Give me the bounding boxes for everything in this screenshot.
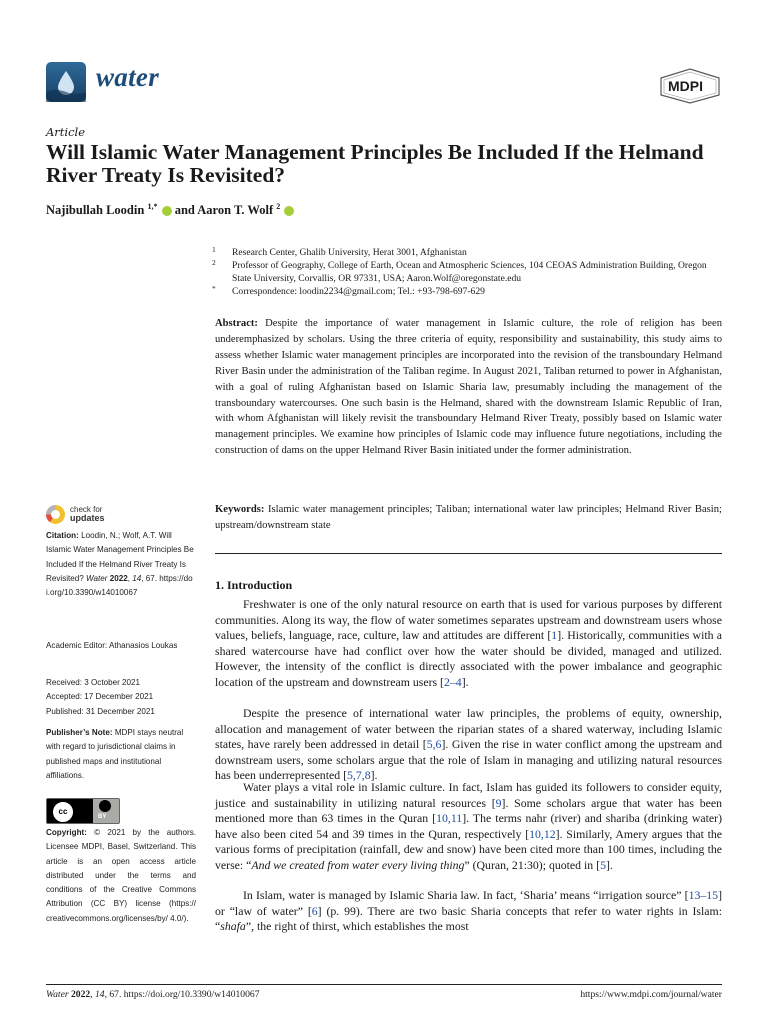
- keywords: [215, 502, 722, 534]
- mdpi-logo-icon: [659, 68, 721, 108]
- abstract-label: Abstract:: [215, 318, 258, 329]
- received-date: Received: 3 October 2021: [46, 678, 141, 687]
- published-date: Published: 31 December 2021: [46, 706, 155, 716]
- body-paragraph: Water plays a vital role in Islamic culture. In fact, Islam has guided its followers to consider equity, justice and sustainability in utilizing natural resources [9]. Some scholars argue that water has been mentioned more than 63 times in the Quran [10,11]. The terms nahr (river) and shariba (drinking water) have also been cited 54 and 39 times in the Quran, respectively [10,12]. Similarly, Amery argues that the various forms of precipitation (rainfall, dew and snow) have been cited more than 100 times, including the verse: “And we created from water every living thing” (Quran, 21:30); quoted in [5].: [215, 780, 722, 872]
- affiliation-item: 1 Research Center, Ghalib University, Herat 3001, Afghanistan: [212, 245, 467, 258]
- correspondence-item: * Correspondence: loodin2234@gmail.com; Tel.: +93-798-697-629: [212, 284, 485, 297]
- footer-divider: [46, 984, 722, 985]
- author-affiliation-marker: 2: [276, 201, 281, 211]
- authors-line: [46, 203, 294, 218]
- body-paragraph: Despite the presence of international water law principles, the problems of equity, ownership, allocation and management of water between the riparian states of a shared waterway, including Islamic states, have rarely been addressed in detail [5,6]. Given the rise in water conflict among the upstream and downstream users, some scholars argue that the role of Islam in managing and utilizing natural resources has been underrepresented [5,7,8].: [215, 706, 723, 783]
- abstract: [215, 316, 722, 459]
- author-name[interactable]: Najibullah Loodin: [46, 203, 145, 217]
- keywords-text: Islamic water management principles; Taliban; international water law principles; Helmand River Basin; upstream/downstream state: [215, 504, 722, 531]
- divider: [215, 553, 722, 554]
- academic-editor: Academic Editor: Athanasios Loukas: [46, 641, 178, 650]
- author-name[interactable]: Aaron T. Wolf: [197, 203, 274, 217]
- person-icon: [99, 800, 111, 812]
- affiliation-item: 2 Professor of Geography, College of Earth, Ocean and Atmospheric Sciences, 104 CEOAS Administration Building, Oregon State University, Corvallis, OR 97331, USA; Aaron.Wolf@oregonstate.edu: [212, 258, 707, 284]
- author-affiliation-marker: 1,*: [147, 201, 158, 211]
- doi-link[interactable]: https://doi.org/10.3390/w14010067: [46, 573, 193, 598]
- author-conjunction: and: [174, 203, 195, 217]
- citation-block: Citation: Loodin, N.; Wolf, A.T. Will Islamic Water Management Principles Be Included If the Helmand River Treaty Is Revisited? Water 2022, 14, 67. https://doi.org/10.3390/w14010067: [46, 531, 194, 598]
- publisher-name: MDPI: [668, 78, 703, 94]
- orcid-icon[interactable]: [162, 206, 172, 216]
- check-for-updates-label[interactable]: check for updates: [70, 505, 105, 523]
- dates-block: [46, 676, 196, 719]
- footer-journal-url[interactable]: https://www.mdpi.com/journal/water: [580, 989, 722, 1000]
- copyright-block: Copyright: © 2021 by the authors. Licensee MDPI, Basel, Switzerland. This article is an open access article distributed under the terms and conditions of the Creative Commons Attribution (CC BY) license (https:// creativecommons.org/licenses/by/ 4.0/).: [46, 828, 196, 923]
- journal-name: water: [96, 62, 160, 92]
- article-title: Will Islamic Water Management Principles Be Included If the Helmand River Treaty Is Revisited?: [46, 140, 704, 187]
- publisher-note: Publisher’s Note: MDPI stays neutral with regard to jurisdictional claims in published maps and institutional affiliations.: [46, 728, 184, 780]
- accepted-date: Accepted: 17 December 2021: [46, 692, 154, 702]
- abstract-text: Despite the importance of water management in Islamic culture, the role of religion has been underemphasized by scholars. Using the three criteria of equity, responsibility and sustainability, this study aims to assess whether Islamic water management principles are incorporated into the revision of the transboundary Helmand River Basin under the administration of the Taliban regime. In August 2021, Taliban returned to power in Afghanistan, with a goal of ruling Afghanistan based on Islamic Sharia law, presumably including the management of the transboundary watercourses. One such basin is the Helmand, shared with the downstream Islamic Republic of Iran, with whom Afghanistan will likely revisit the transboundary Helmand River Treaty, possibly based on Islamic water management principles. We examine how principles of Islamic code may influence future negotiations, including the construction of dams on the upper Helmand River Basin initiated under the former administration.: [215, 318, 723, 457]
- keywords-label: Keywords:: [215, 504, 265, 515]
- body-paragraph: Freshwater is one of the only natural resource on earth that is used for various purposes by different communities. Along its way, the flow of water sometimes separates upstream and downstream users whose values, beliefs, language, race, culture, law and attitudes are different [1]. Historically, communities with a shared watercourse have had conflict over how the water should be divided, managed and utilized. However, the intensity of the conflict is directly associated with the power imbalance and geographic location of the upstream and downstream users [2–4].: [215, 597, 722, 689]
- cc-by-license-icon[interactable]: cc BY: [46, 798, 120, 824]
- footer-citation: Water 2022, 14, 67. https://doi.org/10.3390/w14010067: [46, 989, 260, 1000]
- orcid-icon[interactable]: [284, 206, 294, 216]
- footer-doi-link[interactable]: , 67. https://doi.org/10.3390/w14010067: [104, 989, 260, 1000]
- water-journal-logo-icon: [46, 62, 86, 102]
- body-paragraph: In Islam, water is managed by Islamic Sharia law. In fact, ‘Sharia’ means “irrigation source” [13–15] or “law of water” [6] (p. 99). There are two basic Sharia concepts that refer to water rights in Islam: “shafa”, the right of thirst, which establishes the most: [215, 888, 722, 934]
- article-type: Article: [46, 125, 86, 139]
- section-heading: 1. Introduction: [215, 578, 293, 592]
- check-for-updates-icon[interactable]: [46, 505, 65, 524]
